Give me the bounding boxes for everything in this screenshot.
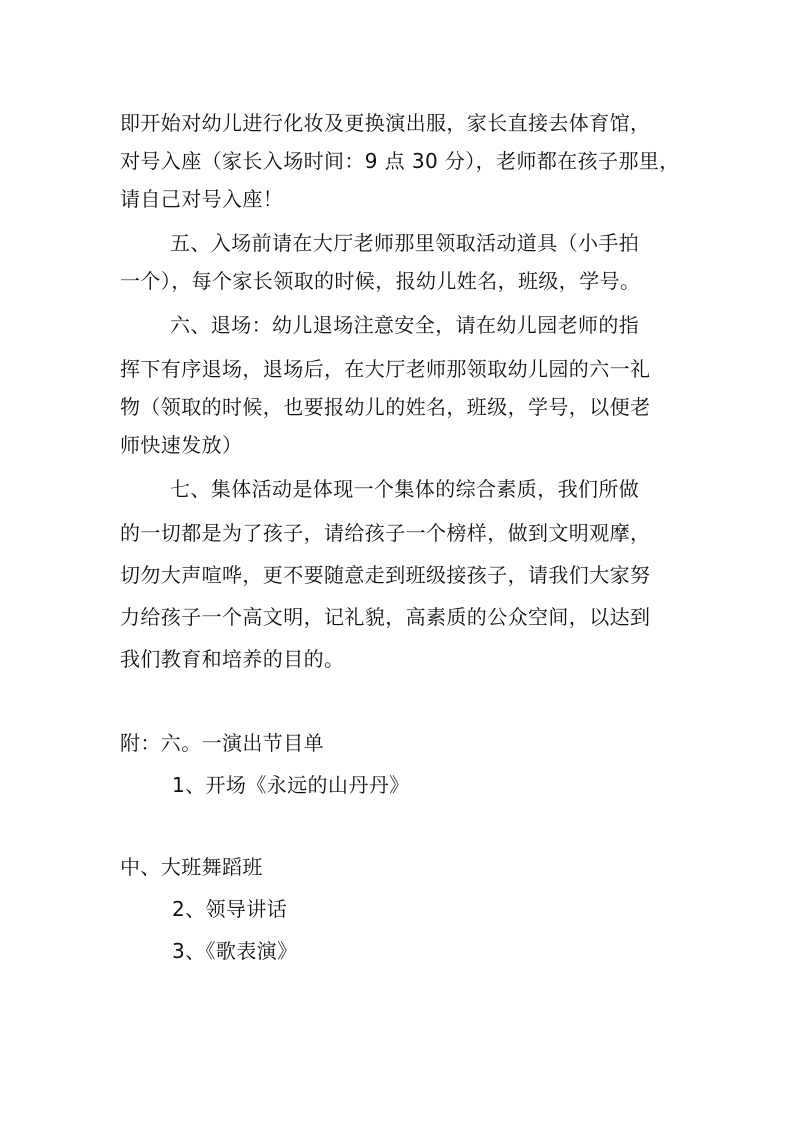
paragraph-line: 物（领取的时候，也要报幼儿的姓名，班级，学号，以便老 — [120, 395, 651, 419]
program-item: 2、领导讲话 — [172, 897, 288, 921]
paragraph-line: 七、集体活动是体现一个集体的综合素质，我们所做 — [170, 477, 640, 501]
appendix-heading: 附：六。一演出节目单 — [120, 731, 324, 755]
paragraph-line: 请自己对号入座！ — [120, 187, 284, 211]
paragraph-line: 师快速发放） — [120, 433, 243, 457]
paragraph-line: 的一切都是为了孩子，请给孩子一个榜样，做到文明观摩， — [120, 521, 651, 545]
paragraph-line: 六、退场：幼儿退场注意安全，请在幼儿园老师的指 — [170, 313, 640, 337]
paragraph-line: 一个），每个家长领取的时候，报幼儿姓名，班级，学号。 — [120, 269, 641, 293]
paragraph-line: 我们教育和培养的目的。 — [120, 647, 345, 671]
paragraph-line: 切勿大声喧哗，更不要随意走到班级接孩子，请我们大家努 — [120, 563, 651, 587]
paragraph-line: 五、入场前请在大厅老师那里领取活动道具（小手拍 — [170, 231, 640, 255]
program-item: 3、《歌表演》 — [172, 939, 298, 963]
paragraph-line: 即开始对幼儿进行化妆及更换演出服，家长直接去体育馆， — [120, 111, 651, 135]
paragraph-line: 挥下有序退场，退场后，在大厅老师那领取幼儿园的六一礼 — [120, 357, 651, 381]
paragraph-line: 对号入座（家长入场时间：9 点 30 分），老师都在孩子那里， — [120, 149, 680, 173]
program-item: 1、开场《永远的山丹丹》 — [172, 773, 410, 797]
paragraph-line: 力给孩子一个高文明，记礼貌，高素质的公众空间，以达到 — [120, 605, 651, 629]
program-group-label: 中、大班舞蹈班 — [120, 855, 263, 879]
